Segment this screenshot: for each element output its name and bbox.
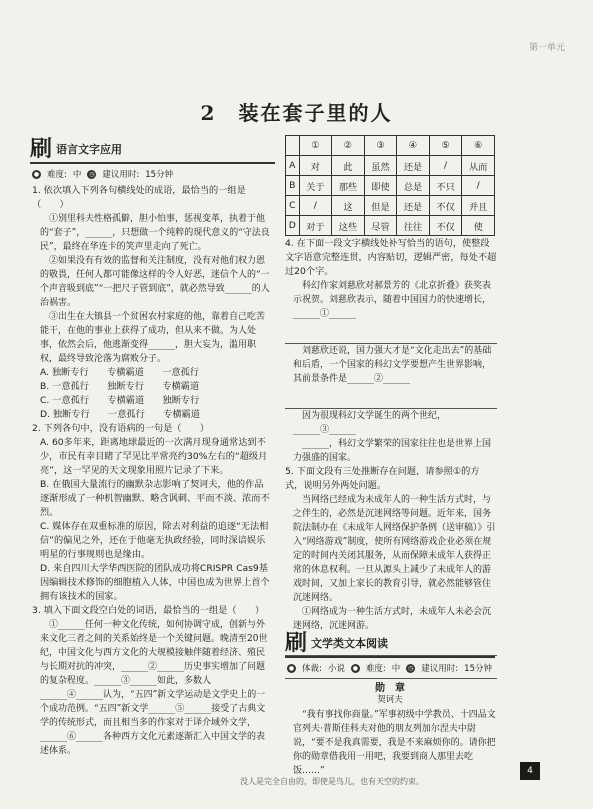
- table-cell: /: [429, 156, 462, 176]
- story-body: [285, 708, 497, 776]
- q1-passage-1: ①别里科夫性格孤僻，胆小怕事，惩视变革，执着于他的“套子”，______，只想做一个纯粹的现代意义的“守法良民”，最终在华连卡的笑声里走向了死亡。: [40, 214, 270, 252]
- difficulty-label: 难度:: [365, 664, 386, 674]
- time-label: 建议用时:: [102, 170, 140, 180]
- table-cell: 此: [332, 156, 365, 176]
- section-title: 语言文字应用: [56, 143, 123, 156]
- question-2-stem: 2. 下列各句中，没有语病的一句是（ ）: [32, 423, 210, 434]
- answer-table: [285, 135, 495, 236]
- clock-icon: ◷: [89, 170, 95, 178]
- table-header-cell: [286, 136, 300, 156]
- table-cell: 并且: [462, 196, 495, 216]
- table-cell: A: [286, 156, 300, 176]
- table-cell: 不只: [429, 176, 462, 196]
- question-1-stem: 1. 依次填入下列各句横线处的成语，最恰当的一组是（ ）: [32, 185, 246, 210]
- page-title: 2 装在套子里的人: [200, 101, 393, 125]
- table-cell: 即使: [364, 176, 397, 196]
- q1-option-a[interactable]: A. 独断专行 专横霸道 一意孤行: [40, 367, 199, 378]
- section-header-language: [30, 138, 122, 160]
- table-row[interactable]: [286, 156, 495, 176]
- q2-option-b[interactable]: B. 在俄国大量流行的幽默杂志影响了契诃夫，他的作品逐渐形成了一种机智幽默、略含讽刺、平而不淡、浓而不烈。: [40, 479, 270, 518]
- section-meta: [287, 662, 492, 674]
- story-paragraph: “我有事找你商量。”军事初级中学教员、十四品文官列夫·普斯佳科夫对他的朋友列加尔涅夫中尉说，“要不是我真需要，我是不来麻烦你的。请你把你的勋章借我用一用吧，我要到商人那里去吃饭……”: [293, 710, 496, 776]
- q4-passage-3: 因为很现科幻文学诞生的两个世纪，______③______: [293, 411, 447, 435]
- difficulty-icon: ●: [33, 170, 40, 178]
- table-header-cell: ①: [299, 136, 332, 156]
- table-header-cell: ④: [397, 136, 430, 156]
- answer-line[interactable]: [285, 321, 497, 344]
- shua-icon: 刷: [285, 630, 308, 656]
- unit-label: 第一单元: [528, 43, 565, 53]
- time-value: 15分钟: [464, 664, 492, 674]
- table-cell: 还是: [397, 156, 430, 176]
- difficulty-icon: ●: [352, 664, 359, 672]
- table-cell: 不仅: [429, 196, 462, 216]
- question-5-stem: 5. 下面文段有三处推断存在问题，请参照①的方式，说明另外两处问题。: [285, 466, 480, 491]
- table-cell: 这: [332, 196, 365, 216]
- table-row[interactable]: [286, 196, 495, 216]
- table-cell: 不仅: [429, 216, 462, 236]
- table-cell: C: [286, 196, 300, 216]
- q4-passage-1: 科幻作家刘慈欣对郝景芳的《北京折叠》获奖表示祝贺。刘慈欣表示，随着中国国力的快速增长，______①______: [293, 281, 492, 319]
- difficulty-value: 中: [72, 170, 82, 180]
- table-cell: 从而: [462, 156, 495, 176]
- q1-passage-3: ③出生在大镇县一个贫困农村家庭的他，靠着自己吃苦能干，在他的事业上获得了成功，但从来不做。为人处事，依然会后，他逃渐变得______，胆大妄为，滥用职权，最终导致沦落为腐败分子。: [40, 312, 266, 364]
- question-3-stem: 3. 填入下面文段空白处的词语，最恰当的一组是（ ）: [32, 605, 265, 616]
- section-divider: [30, 162, 275, 164]
- table-cell: 虽然: [364, 156, 397, 176]
- table-cell: /: [462, 176, 495, 196]
- q5-passage: 当网络已经成为未成年人的一种生活方式时，与之伴生的，必然是沉迷网络等问题。近年来，国务院法制办在《未成年人网络保护条例（送审稿）》引入“网络游戏”制度，使所有网络游戏企业必须在规定的时间内关闭其服务，从而保障未成年人获得正常的休息权利。一旦从源头上减少了未成年人的游戏时间，又加上家长的教育引导，就必然能够管住沉迷网络。: [293, 495, 496, 603]
- table-row[interactable]: [286, 216, 495, 236]
- question-4-stem: 4. 在下面一段文字横线处补写恰当的语句，使整段文字语意完整连贯，内容贴切，逻辑严密，每处不超过20个字。: [285, 238, 497, 277]
- table-header-row: [286, 136, 495, 156]
- time-label: 建议用时:: [421, 664, 459, 674]
- table-cell: 往往: [397, 216, 430, 236]
- table-header-cell: ⑤: [429, 136, 462, 156]
- q4-passage-4: ______，科幻文学繁荣的国家往往也是世界上国力强盛的国家。: [293, 439, 492, 463]
- time-value: 15分钟: [145, 170, 174, 180]
- clock-icon: ◷: [408, 664, 414, 672]
- table-row[interactable]: [286, 176, 495, 196]
- q1-option-d[interactable]: D. 独断专行 一意孤行 专横霸道: [40, 409, 200, 420]
- page-number: 4: [520, 762, 540, 780]
- left-column: [32, 184, 270, 758]
- table-cell: 对: [299, 156, 332, 176]
- genre-value: 小说: [327, 664, 345, 674]
- story-title: 勋 章: [375, 683, 405, 694]
- table-cell: 关于: [299, 176, 332, 196]
- section-header-literature: [285, 632, 388, 654]
- table-cell: 总是: [397, 176, 430, 196]
- table-cell: 还是: [397, 196, 430, 216]
- q4-passage-2: 刘慈欣还说，国力强大才是“文化走出去”的基础和后盾，一个国家的科幻文学要想产生世界影响，其前景条件是______②______: [293, 346, 492, 384]
- table-cell: 那些: [332, 176, 365, 196]
- q2-option-a[interactable]: A. 60多年来，距离地球最近的一次满月现身通常达到不少，市民有幸目睹了罕见比平常亮约30%左右的“超级月亮”，这一罕见的天文现象用照片记录了下来。: [40, 437, 268, 476]
- table-cell: 但是: [364, 196, 397, 216]
- table-header-cell: ⑥: [462, 136, 495, 156]
- table-cell: B: [286, 176, 300, 196]
- answer-line[interactable]: [285, 386, 497, 409]
- q5-example: ①网络成为一种生活方式时，未成年人未必会沉迷网络，沉迷网游。: [293, 607, 492, 631]
- footer-quote: 没人是完全自由的，即使是鸟儿，也有天空的约束。: [240, 777, 424, 786]
- genre-icon: ●: [288, 664, 295, 672]
- section-divider: [285, 656, 495, 658]
- q1-option-b[interactable]: B. 一意孤行 独断专行 专横霸道: [40, 381, 200, 392]
- table-header-cell: ③: [364, 136, 397, 156]
- q1-passage-2: ②如果没有有效的监督和关注制度，没有对他们权力恩的敬畏，任何人都可能像这样的令人好恶，迷信个人的“一个声音吸到底”“一把尺子管到底”，就必然导致______的人治祸害。: [40, 256, 270, 308]
- q2-option-c[interactable]: C. 媒体存在双重标准的原因，除去对利益的追逐“无法相信”的偏见之外，还在于他毫无执政经验，同时深谙娱乐明星的行事规则也是缘由。: [40, 521, 269, 560]
- table-cell: 尽管: [364, 216, 397, 236]
- table-header-cell: ②: [332, 136, 365, 156]
- table-cell: 这些: [332, 216, 365, 236]
- q2-option-d[interactable]: D. 来自四川大学华西医院的团队成功将CRISPR Cas9基因编辑技术修饰的细胞植入人体，中国也成为世界上首个拥有该技术的国家。: [40, 563, 270, 602]
- table-cell: /: [299, 196, 332, 216]
- table-cell: 对于: [299, 216, 332, 236]
- difficulty-value: 中: [391, 664, 401, 674]
- genre-label: 体裁:: [302, 664, 322, 674]
- right-column: [285, 237, 497, 679]
- difficulty-label: 难度:: [47, 170, 67, 180]
- q1-option-c[interactable]: C. 一意孤行 专横霸道 独断专行: [40, 395, 200, 406]
- section-title: 文学类文本阅读: [311, 637, 389, 650]
- shua-icon: 刷: [30, 136, 53, 162]
- q3-passage: ①______任何一种文化传统，如何协调守成，创新与外来文化三者之间的关系始终是一个关键问题。晚清至20世纪，中国文化与西方文化的大规模接触伴随着经济、殖民与长期对抗的冲突，______②______历史事实增加了问题的复杂程度。______③______如此，多数人______④______认为，“五四”新文学运动是文学史上的一个成功范例。“五四”新文学______⑤______接受了古典文学的传统形式，而且相当多的作家对于译介域外文学，______⑥______各种西方文化元素逐渐汇入中国文学的表述体系。: [40, 620, 268, 756]
- story-author: 契诃夫: [377, 695, 403, 705]
- table-cell: 使: [462, 216, 495, 236]
- table-cell: D: [286, 216, 300, 236]
- section-meta: [32, 168, 173, 180]
